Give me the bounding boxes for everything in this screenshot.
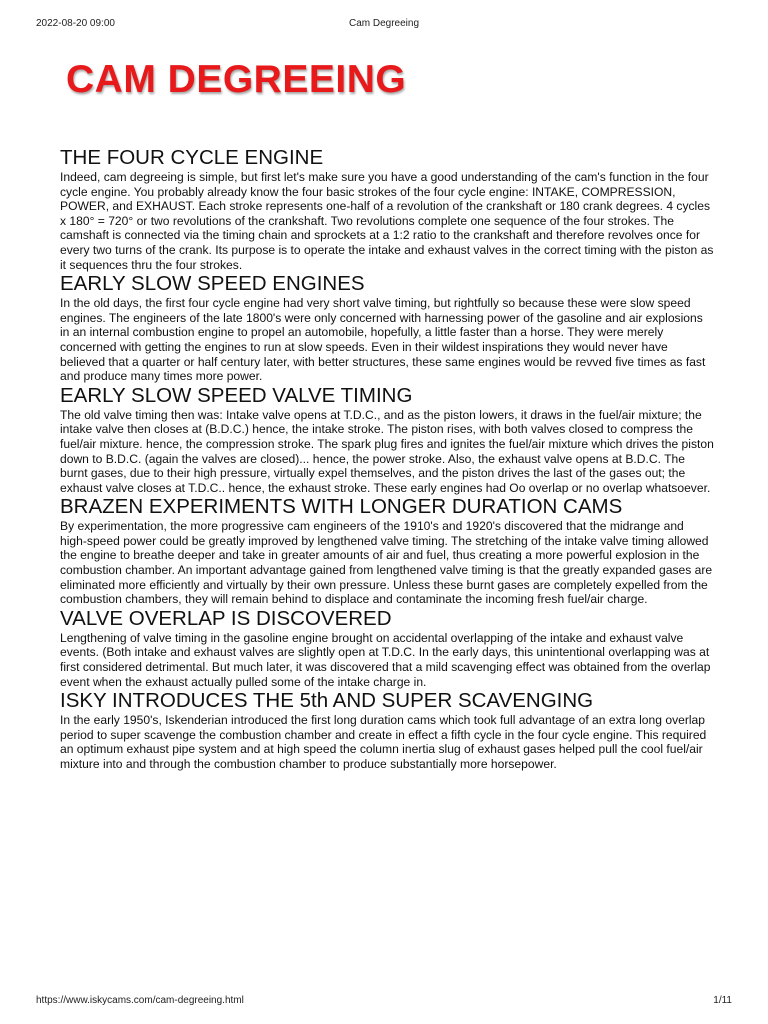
section-body-valve-overlap: Lengthening of valve timing in the gasoline engine brought on accidental overlapping of the intake and exhaust valve events. (Both intake and exhaust valves are slightly open at T.D.C. In the early days, this unintentional overlapping was at first considered detrimental. But much later, it was discovered that a mild scavenging effect was obtained from the overlap event when the exhaust actually pulled some of the intake charge in. — [60, 630, 711, 689]
section-body-four-cycle-engine: Indeed, cam degreeing is simple, but first let's make sure you have a good understanding of the cam's function in the four cycle engine. You probably already know the four basic strokes of the four cycle engine: INTAKE, COMPRESSION, POWER, and EXHAUST. Each stroke represents one-half of a revolution of the crankshaft or 180 crank degrees. 4 cycles x 180° = 720° or two revolutions of the crankshaft. Two revolutions complete one sequence of the four strokes. The camshaft is connected via the timing chain and sprockets at a 1:2 ratio to the crankshaft and therefore revolves once for every two turns of the crank. Its purpose is to operate the intake and exhaust valves in the correct timing with the piston as it sequences thru the four strokes. — [60, 170, 714, 272]
section-body-isky-super-scavenging: In the early 1950's, Iskenderian introduced the first long duration cams which took full advantage of an extra long overlap period to super scavenge the combustion chamber and create in effect a fifth cycle in the four cycle engine. This required an optimum exhaust pipe system and at high speed the column inertia slug of exhaust gases helped pull the cool fuel/air mixture into and through the combustion chamber to produce substantially more horsepower. — [60, 713, 707, 771]
article-content — [60, 146, 714, 772]
page-number: 1/11 — [713, 995, 732, 1006]
section-body-early-slow-speed-engines: In the old days, the first four cycle engine had very short valve timing, but rightfully so because these were slow speed engines. The engineers of the late 1800's were only concerned with harnessing power of the gasoline and air explosions in an internal combustion engine to propel an automobile, hopefully, a little faster than a horse. They were merely concerned with getting the engines to run at slow speeds. Even in their wildest inspirations they would never have believed that a quarter or half century later, with better structures, these same engines would be revved five times as fast and produce many times more power. — [60, 296, 706, 384]
print-datetime: 2022-08-20 09:00 — [36, 18, 115, 29]
page-title: CAM DEGREEING — [66, 58, 407, 101]
section-heading-brazen-experiments: BRAZEN EXPERIMENTS WITH LONGER DURATION CAMS — [60, 495, 623, 519]
source-url: https://www.iskycams.com/cam-degreeing.html — [36, 995, 244, 1006]
section-heading-isky-super-scavenging: ISKY INTRODUCES THE 5th AND SUPER SCAVENGING — [60, 689, 594, 713]
print-page-title: Cam Degreeing — [348, 18, 420, 29]
section-heading-four-cycle-engine: THE FOUR CYCLE ENGINE — [60, 146, 324, 169]
print-header — [36, 18, 732, 32]
section-body-brazen-experiments: By experimentation, the more progressive cam engineers of the 1910's and 1920's discovered that the midrange and high-speed power could be greatly improved by lengthened valve timing. The stretching of the intake valve timing allowed the engine to breathe deeper and take in greater amounts of air and fuel, thus creating a more powerful explosion in the combustion chamber. An important advantage gained from lengthened valve timing is that the greatly expanded gases are eliminated more efficiently and virtually by their own pressure. Unless these burnt gases are completely expelled from the combustion chambers, they will remain behind to displace and contaminate the incoming fresh fuel/air charge. — [60, 519, 713, 607]
print-footer — [36, 995, 732, 1009]
section-body-early-valve-timing: The old valve timing then was: Intake valve opens at T.D.C., and as the piston lowers, it draws in the fuel/air mixture; the intake valve then closes at (B.D.C.) hence, the intake stroke. The piston rises, with both valves closed to compress the fuel/air mixture. hence, the compression stroke. The spark plug fires and ignites the fuel/air mixture which drives the piston down to B.D.C. (again the valves are closed)... hence, the power stroke. Also, the exhaust valve opens at B.D.C. The burnt gases, due to their high pressure, virtually expel themselves, and the piston drives the last of the gases out; the exhaust valve closes at T.D.C.. hence, the exhaust stroke. These early engines had Oo overlap or no overlap whatsoever. — [60, 407, 714, 495]
section-heading-early-slow-speed-engines: EARLY SLOW SPEED ENGINES — [60, 272, 365, 296]
section-heading-valve-overlap: VALVE OVERLAP IS DISCOVERED — [60, 606, 392, 630]
section-heading-early-valve-timing: EARLY SLOW SPEED VALVE TIMING — [60, 383, 413, 407]
